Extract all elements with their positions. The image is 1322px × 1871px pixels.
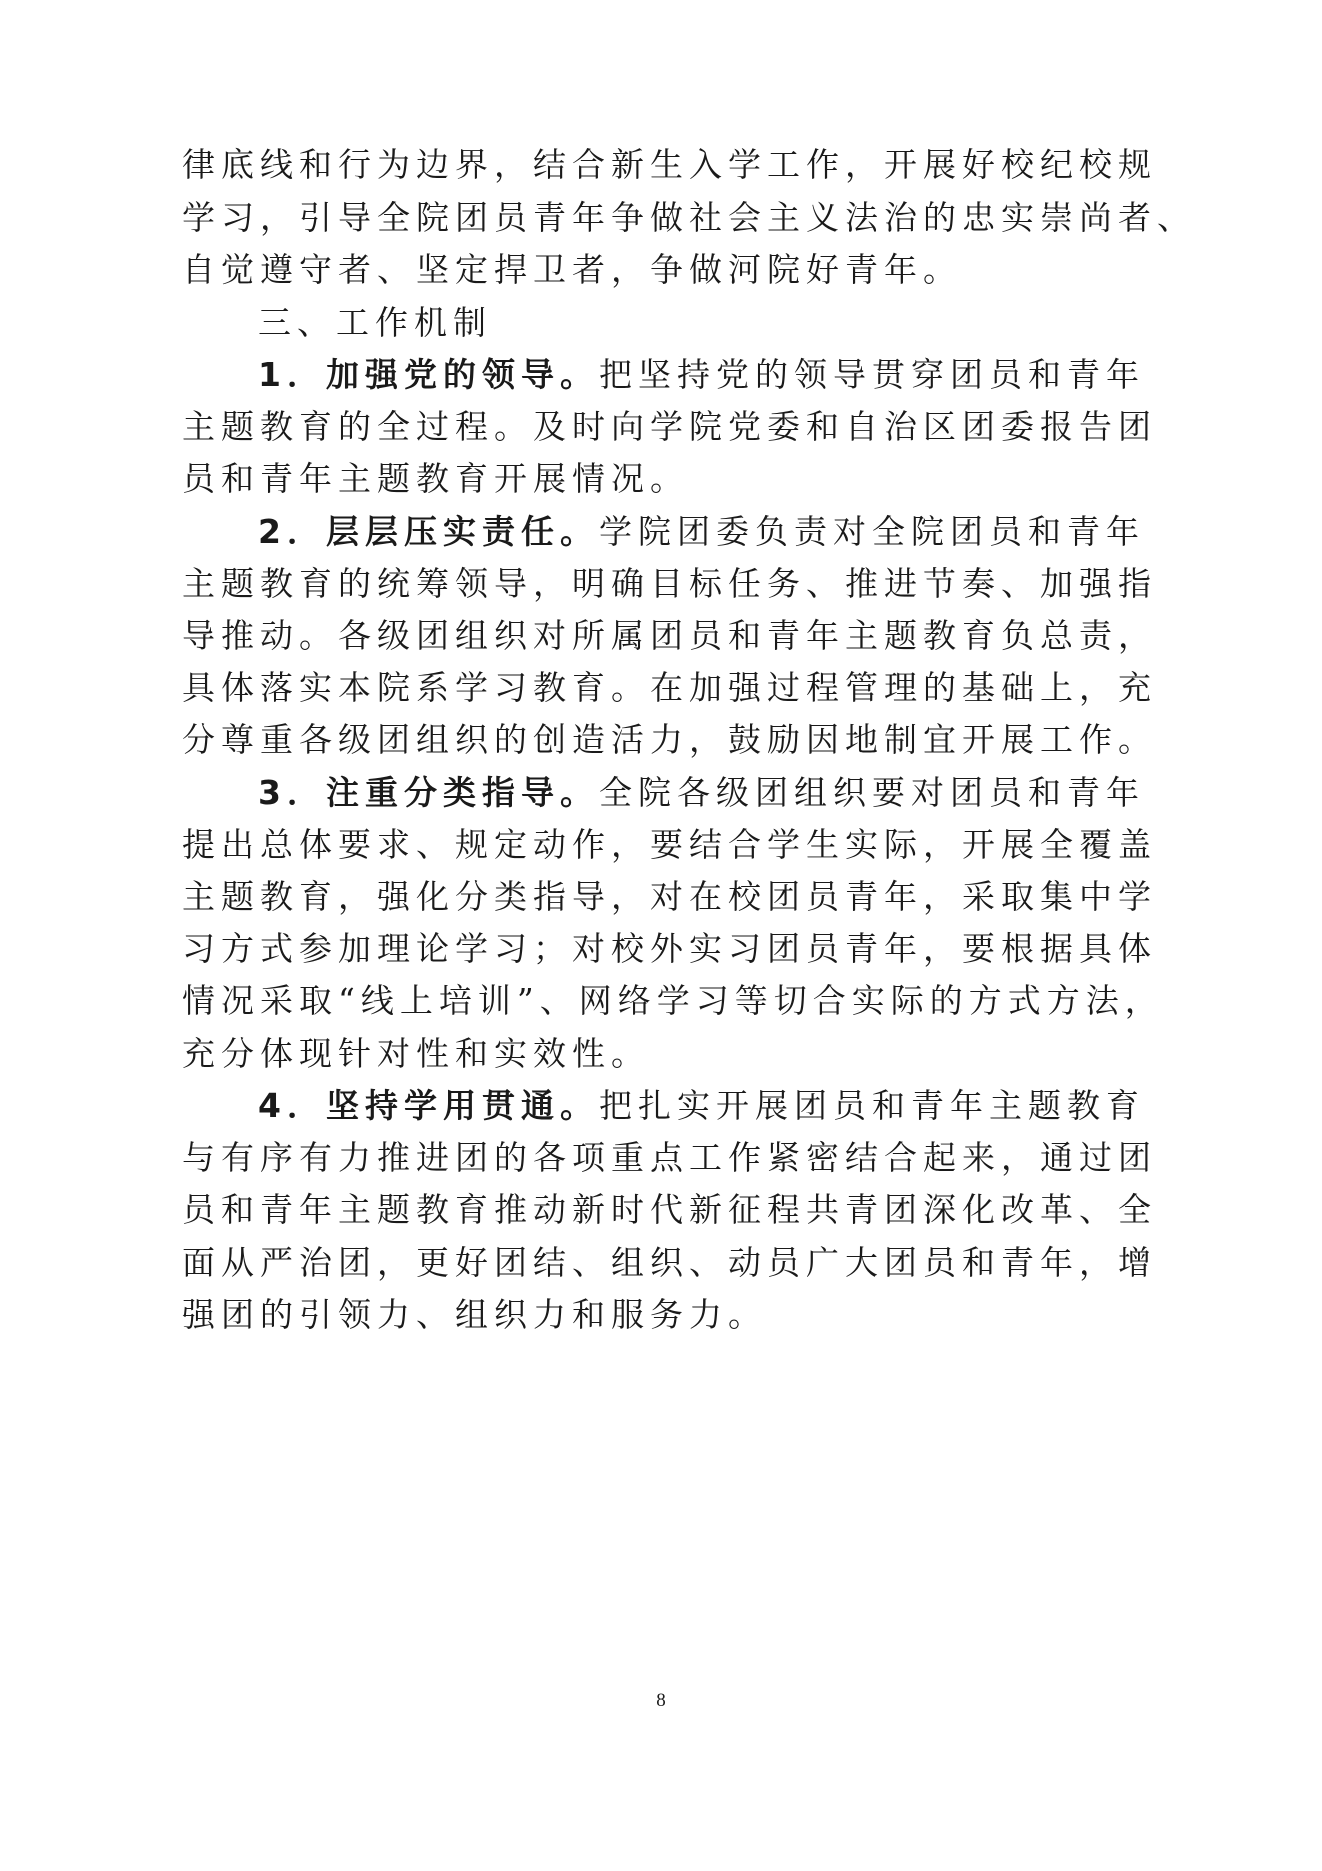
item-3-title: 3．注重分类指导。	[258, 773, 599, 812]
item-1-text: 把坚持党的领导贯穿团员和青年	[598, 355, 1145, 394]
body-line: 提出总体要求、规定动作，要结合学生实际，开展全覆盖	[182, 825, 1157, 864]
body-line: 主题教育，强化分类指导，对在校团员青年，采取集中学	[182, 877, 1157, 916]
item-4-first-line	[258, 1086, 1238, 1126]
body-line: 充分体现针对性和实效性。	[182, 1034, 650, 1073]
body-line: 具体落实本院系学习教育。在加强过程管理的基础上，充	[182, 668, 1157, 707]
section-heading: 三、工作机制	[258, 303, 492, 342]
item-2-title: 2．层层压实责任。	[258, 512, 599, 551]
item-3-first-line	[258, 773, 1238, 813]
item-2-first-line	[258, 512, 1238, 552]
body-line: 主题教育的统筹领导，明确目标任务、推进节奏、加强指	[182, 564, 1157, 603]
body-line: 导推动。各级团组织对所属团员和青年主题教育负总责，	[182, 616, 1157, 655]
body-line: 情况采取“线上培训”、网络学习等切合实际的方式方法，	[182, 981, 1164, 1020]
item-1-first-line	[258, 355, 1238, 395]
body-line: 主题教育的全过程。及时向学院党委和自治区团委报告团	[182, 407, 1157, 446]
body-line: 自觉遵守者、坚定捍卫者，争做河院好青年。	[182, 250, 962, 289]
item-2-text: 学院团委负责对全院团员和青年	[598, 512, 1145, 551]
item-4-title: 4．坚持学用贯通。	[258, 1086, 599, 1125]
item-3-text: 全院各级团组织要对团员和青年	[598, 773, 1145, 812]
body-line: 员和青年主题教育推动新时代新征程共青团深化改革、全	[182, 1190, 1157, 1229]
body-line: 与有序有力推进团的各项重点工作紧密结合起来，通过团	[182, 1138, 1157, 1177]
body-line: 律底线和行为边界，结合新生入学工作，开展好校纪校规	[182, 145, 1157, 184]
body-line: 面从严治团，更好团结、组织、动员广大团员和青年，增	[182, 1243, 1157, 1282]
body-line: 员和青年主题教育开展情况。	[182, 459, 689, 498]
body-line: 学习，引导全院团员青年争做社会主义法治的忠实崇尚者、	[182, 198, 1196, 237]
item-1-title: 1．加强党的领导。	[258, 355, 599, 394]
body-line: 习方式参加理论学习；对校外实习团员青年，要根据具体	[182, 929, 1157, 968]
item-4-text: 把扎实开展团员和青年主题教育	[598, 1086, 1145, 1125]
body-line: 分尊重各级团组织的创造活力，鼓励因地制宜开展工作。	[182, 720, 1157, 759]
body-line: 强团的引领力、组织力和服务力。	[182, 1295, 767, 1334]
page-number: 8	[656, 1690, 666, 1711]
